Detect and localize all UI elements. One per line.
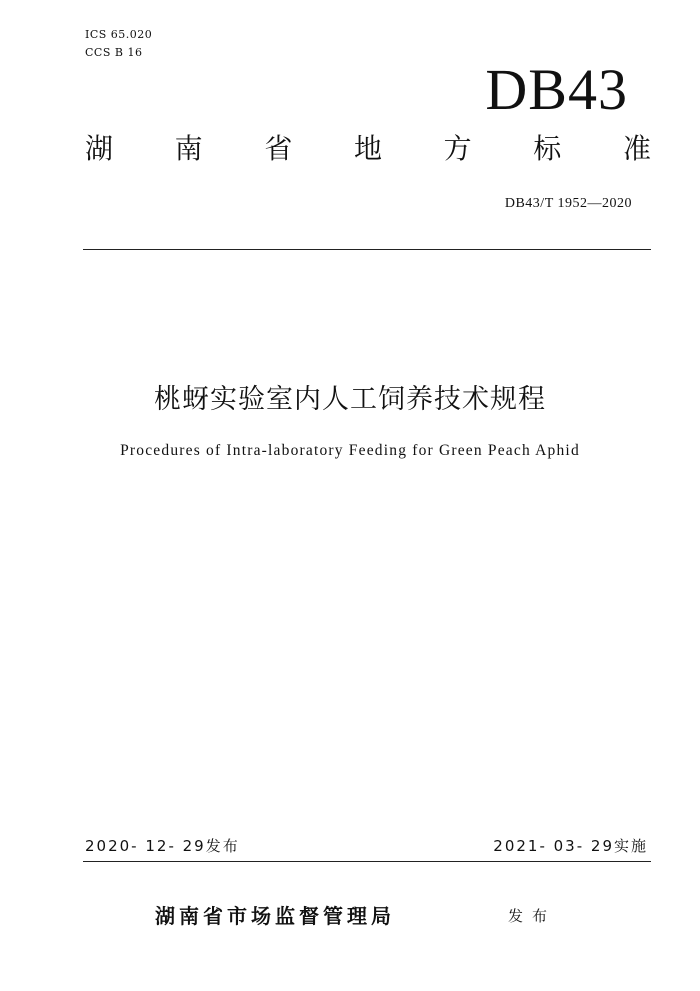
- standard-type-char: 方: [443, 132, 472, 165]
- standard-type-char: 标: [533, 132, 562, 165]
- top-divider: [83, 249, 651, 250]
- implementation-date: 2021- 03- 29实施: [493, 837, 648, 855]
- standard-type-heading: [85, 131, 651, 167]
- standard-type-char: 南: [174, 132, 203, 165]
- publish-date: 2020- 12- 29发布: [85, 837, 240, 855]
- standard-code-logo: DB43: [485, 57, 628, 122]
- ccs-code: CCS B 16: [85, 46, 143, 59]
- standard-number: DB43/T 1952—2020: [504, 196, 632, 211]
- standard-type-char: 湖: [85, 132, 114, 165]
- bottom-divider: [83, 861, 651, 862]
- ics-code: ICS 65.020: [85, 28, 153, 41]
- issue-label: 发布: [508, 907, 557, 925]
- standard-type-char: 地: [353, 132, 382, 165]
- standard-type-char: 省: [264, 132, 293, 165]
- issuing-authority: 湖南省市场监督管理局: [155, 904, 395, 928]
- title-chinese: 桃蚜实验室内人工饲养技术规程: [154, 384, 546, 415]
- standard-type-char: 准: [622, 132, 651, 165]
- title-english: Procedures of Intra-laboratory Feeding for Green Peach Aphid: [120, 442, 580, 459]
